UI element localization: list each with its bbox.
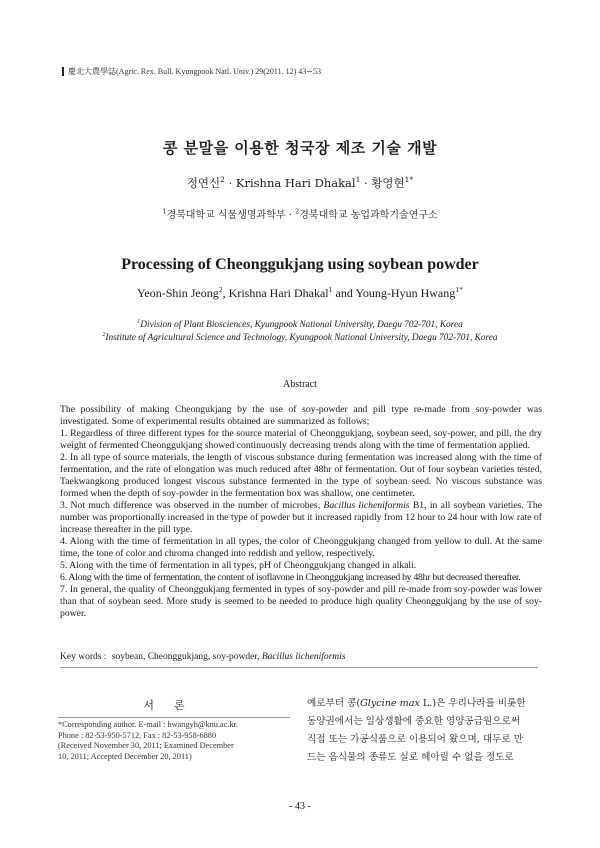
journal-reference: 慶北大農學誌(Agric. Rex. Bull. Kyungpook Natl. Univ.) 29(2011. 12) 43∼53 <box>68 67 321 76</box>
author-superscript: 1 <box>328 285 333 294</box>
korean-author: Krishna Hari Dhakal <box>235 176 356 190</box>
english-title: Processing of Cheonggukjang using soybean powder <box>121 256 479 273</box>
footnote-divider <box>58 717 290 718</box>
korean-affiliations <box>0 206 600 221</box>
korean-title: 콩 분말을 이용한 청국장 제조 기술 개발 <box>162 139 438 157</box>
author-superscript: 1* <box>404 175 414 185</box>
affiliation-text: Institute of Agricultural Science and Technology, Kyungpook National University, Daegu 702-701, Korea <box>105 333 498 343</box>
abstract-heading: Abstract <box>283 379 317 390</box>
footnote-line: Phone : 82-53-950-5712, Fax : 82-53-958-6880 <box>58 730 217 740</box>
author-joiner: , <box>222 286 229 300</box>
keywords-divider <box>60 667 538 668</box>
journal-header <box>62 66 321 77</box>
author-superscript: 2 <box>218 285 223 294</box>
header-bar-icon <box>62 67 64 76</box>
korean-author: 황영현 <box>371 176 405 190</box>
affil-superscript: 1 <box>137 318 141 325</box>
affil-superscript: 2 <box>295 207 300 216</box>
english-author: Yeon-Shin Jeong <box>136 286 219 300</box>
author-superscript: 1* <box>455 285 464 294</box>
abstract-paragraph: 4. Along with the time of fermentation in all types, the color of Cheonggukjang changed from yellow to dull. At the same time, the tone of color and chroma changed into reddish and yellow, respectively. <box>60 536 542 559</box>
keywords-list: soybean, Cheonggukjang, soy-powder, <box>111 652 260 662</box>
keywords-italic: Bacillus licheniformis <box>261 652 346 662</box>
english-affiliation <box>0 332 600 345</box>
keywords-label: Key words : <box>60 652 107 662</box>
english-author: Young-Hyun Hwang <box>355 286 456 300</box>
footnote <box>58 720 294 762</box>
author-superscript: 2 <box>220 175 225 185</box>
english-affiliation <box>0 319 600 332</box>
author-separator: · <box>360 176 372 190</box>
korean-authors <box>0 175 600 191</box>
korean-affiliation: 경북대학교 식물생명과학부 <box>166 210 286 221</box>
affil-superscript: 2 <box>102 331 106 338</box>
abstract-paragraph: 7. In general, the quality of Cheonggukjang fermented in types of soy-powder and pill re-made from soy-powder was lower than that of soybean seed. More study is seemed to be needed to produce high quality Cheonggukjang by the use of soy-power. <box>60 584 542 619</box>
abstract-body <box>60 404 542 620</box>
intro-line <box>307 695 543 713</box>
footnote-line: (Received November 30, 2011; Examined December <box>58 741 234 750</box>
footnote-line: 10, 2011; Accepted December 20, 2011) <box>58 751 192 761</box>
english-author: Krishna Hari Dhakal <box>228 286 329 300</box>
author-separator: · <box>285 210 296 221</box>
intro-line: 드는 음식물의 종류도 실로 헤아릴 수 없을 정도로 <box>307 752 514 763</box>
english-authors <box>0 286 600 301</box>
intro-line: 동양권에서는 일상생활에 중요한 영양공급원으로써 <box>307 716 521 727</box>
species-name: Glycine max <box>360 698 420 709</box>
keywords <box>60 652 542 662</box>
section-heading-introduction: 서론 <box>143 699 205 712</box>
abstract-paragraph: 1. Regardless of three different types for the source material of Cheonggukjang, soybean seed, soy-power, and pill, the dry weight of fermented Cheonggukjang showed continuously decreasing trends along with the time of fermentation applied. <box>60 428 542 451</box>
abstract-paragraph: 5. Along with the time of fermentation in all types, pH of Cheonggukjang changed in alkali. <box>60 560 417 571</box>
page-number: - 43 - <box>289 801 311 812</box>
affil-superscript: 1 <box>162 207 167 216</box>
author-superscript: 1 <box>355 175 361 185</box>
author-separator: · <box>224 176 236 190</box>
korean-affiliation: 경북대학교 농업과학기술연구소 <box>299 210 438 221</box>
abstract-paragraph: 2. In all type of source materials, the length of viscous substance during fermentation was increased along with the time of fermentation, and the rate of elongation was much reduced after 48hr of fermentation. Out of four soybean varieties tested, Taekwangkong produced longest viscous substance fermented in the type of soybean seed. No viscous substance was formed when the depth of soy-powder in the fermentation box was shallow, one centimeter. <box>60 452 542 499</box>
species-name: Bacillus licheniformis <box>323 500 410 511</box>
abstract-paragraph: 3. Not much difference was observed in the number of microbes, Bacillus licheniformis B1, in all soybean varieties. The number was proportionally increased in the type of powder but it increased rapidly from 12 hour to 24 hour with low rate of increase thereafter in the pill type. <box>60 500 543 535</box>
affiliation-text: Division of Plant Biosciences, Kyungpook National University, Daegu 702-701, Korea <box>140 320 463 330</box>
abstract-paragraph: 6. Along with the time of fermentation, the content of isoflavone in Cheonggukjang increased by 48hr but decreased thereafter. <box>60 572 521 583</box>
footnote-line: *Corresponding author. E-mail : hwangyh@knu.ac.kr. <box>58 720 238 729</box>
intro-line: 직접 또는 가공식품으로 이용되어 왔으며, 대두로 만 <box>307 734 523 745</box>
intro-text: 예로부터 콩( <box>307 698 361 709</box>
korean-author: 정연신 <box>186 176 221 190</box>
english-affiliations <box>0 319 600 345</box>
author-joiner: and <box>332 286 356 300</box>
introduction-text <box>307 695 543 767</box>
abstract-paragraph: The possibility of making Cheongukjang by the use of soy-powder and pill type re-made from soy-powder was investigated. Some of experimental results obtained are summarized as follows; <box>60 404 542 427</box>
intro-text: L.)은 우리나라를 비롯한 <box>419 698 526 709</box>
